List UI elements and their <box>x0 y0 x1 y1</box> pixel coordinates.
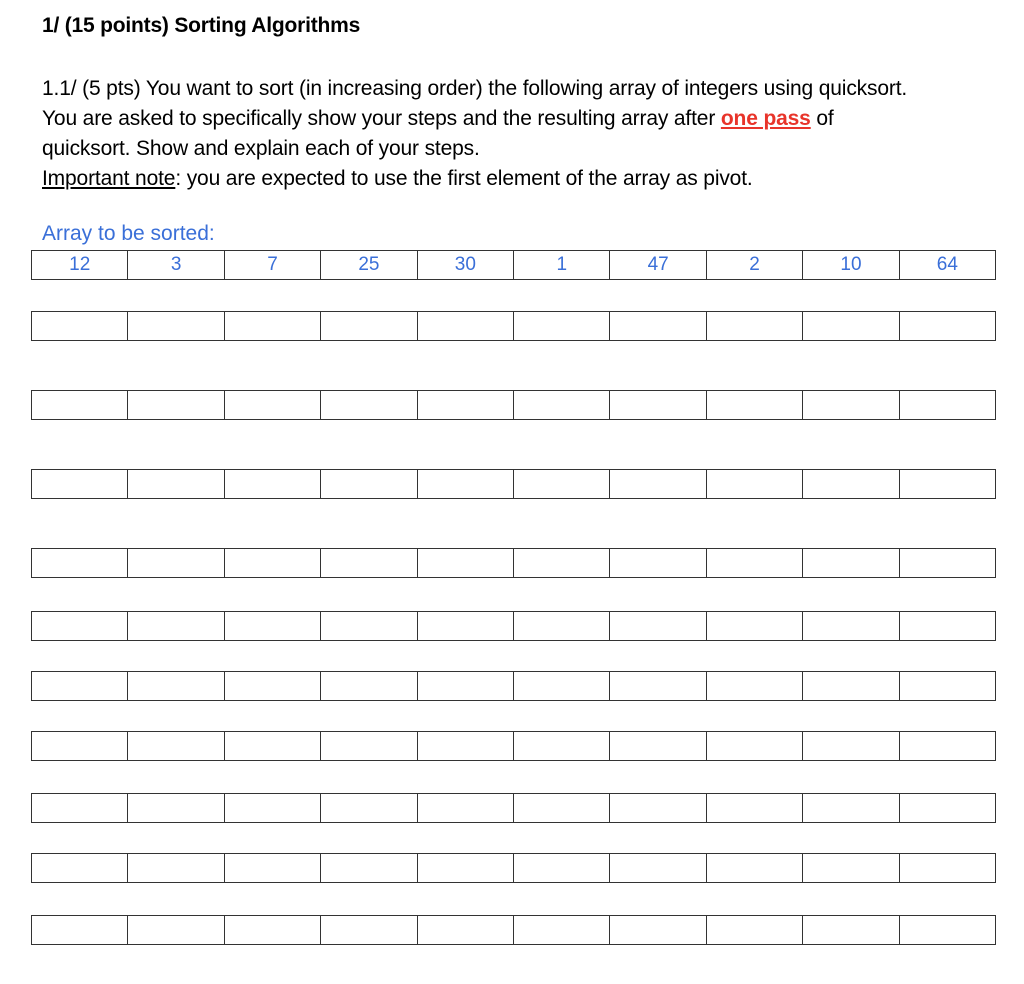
answer-cell[interactable] <box>900 915 996 945</box>
answer-cell[interactable] <box>707 611 803 641</box>
array-cell: 64 <box>900 250 996 280</box>
answer-cell[interactable] <box>803 853 899 883</box>
important-note-text: : you are expected to use the first element of the array as pivot. <box>175 167 753 190</box>
answer-cell-input[interactable] <box>514 549 609 577</box>
answer-cell[interactable] <box>610 469 706 499</box>
answer-cell[interactable] <box>321 390 417 420</box>
answer-cell[interactable] <box>32 311 128 341</box>
answer-row <box>31 915 996 945</box>
answer-cell[interactable] <box>514 671 610 701</box>
answer-row <box>31 611 996 641</box>
answer-cell[interactable] <box>321 793 417 823</box>
answer-cell-input[interactable] <box>900 732 995 760</box>
answer-cell-input[interactable] <box>418 470 513 498</box>
answer-cell[interactable] <box>707 793 803 823</box>
answer-cell[interactable] <box>32 548 128 578</box>
answer-cell-input[interactable] <box>32 732 127 760</box>
answer-cell[interactable] <box>803 611 899 641</box>
answer-cell[interactable] <box>225 671 321 701</box>
answer-cell[interactable] <box>418 311 514 341</box>
answer-cell[interactable] <box>225 793 321 823</box>
answer-cell[interactable] <box>900 611 996 641</box>
answer-row <box>31 390 996 420</box>
answer-cell-input[interactable] <box>32 391 127 419</box>
answer-cell[interactable] <box>610 731 706 761</box>
answer-cell-input[interactable] <box>514 312 609 340</box>
answer-cell-input[interactable] <box>900 391 995 419</box>
answer-cell-input[interactable] <box>32 612 127 640</box>
answer-cell[interactable] <box>225 311 321 341</box>
question-line-2-end: of <box>810 107 834 130</box>
answer-cell-input[interactable] <box>900 612 995 640</box>
answer-cell-input[interactable] <box>418 391 513 419</box>
answer-cell-input[interactable] <box>900 854 995 882</box>
answer-cell-input[interactable] <box>707 470 802 498</box>
answer-cell[interactable] <box>707 469 803 499</box>
answer-cell[interactable] <box>610 548 706 578</box>
answer-cell[interactable] <box>610 793 706 823</box>
answer-row <box>31 311 996 341</box>
answer-cell[interactable] <box>128 611 224 641</box>
answer-cell[interactable] <box>803 390 899 420</box>
answer-cell[interactable] <box>225 731 321 761</box>
answer-cell[interactable] <box>707 915 803 945</box>
answer-cell[interactable] <box>900 390 996 420</box>
answer-cell-input[interactable] <box>900 672 995 700</box>
answer-cell[interactable] <box>610 671 706 701</box>
answer-cell-input[interactable] <box>707 549 802 577</box>
answer-cell-input[interactable] <box>32 470 127 498</box>
question-line-1: 1.1/ (5 pts) You want to sort (in increasing order) the following array of integers using quicksort. <box>42 77 908 100</box>
answer-cell[interactable] <box>321 671 417 701</box>
answer-cell-input[interactable] <box>418 794 513 822</box>
answer-cell[interactable] <box>900 311 996 341</box>
answer-cell-input[interactable] <box>225 916 320 944</box>
answer-cell-input[interactable] <box>514 916 609 944</box>
answer-cell[interactable] <box>321 731 417 761</box>
answer-cell-input[interactable] <box>514 672 609 700</box>
important-note <box>42 164 1002 194</box>
answer-cell-input[interactable] <box>418 312 513 340</box>
answer-cell-input[interactable] <box>32 854 127 882</box>
answer-cell[interactable] <box>128 793 224 823</box>
answer-cell-input[interactable] <box>128 732 223 760</box>
answer-cell[interactable] <box>418 469 514 499</box>
answer-cell-input[interactable] <box>321 916 416 944</box>
answer-cell-input[interactable] <box>321 672 416 700</box>
answer-cell-input[interactable] <box>707 916 802 944</box>
answer-cell[interactable] <box>225 548 321 578</box>
answer-cell[interactable] <box>32 611 128 641</box>
answer-cell[interactable] <box>321 915 417 945</box>
answer-cell-input[interactable] <box>803 549 898 577</box>
answer-cell[interactable] <box>900 671 996 701</box>
answer-cell-input[interactable] <box>128 391 223 419</box>
question-heading: 1/ (15 points) Sorting Algorithms <box>42 14 361 37</box>
answer-cell[interactable] <box>32 853 128 883</box>
answer-cell[interactable] <box>707 390 803 420</box>
answer-cell[interactable] <box>514 793 610 823</box>
answer-cell[interactable] <box>418 915 514 945</box>
answer-cell-input[interactable] <box>225 549 320 577</box>
answer-cell[interactable] <box>514 311 610 341</box>
answer-cell[interactable] <box>610 915 706 945</box>
answer-cell-input[interactable] <box>128 854 223 882</box>
answer-cell[interactable] <box>128 731 224 761</box>
answer-cell-input[interactable] <box>803 470 898 498</box>
answer-cell-input[interactable] <box>321 854 416 882</box>
answer-cell-input[interactable] <box>803 732 898 760</box>
answer-cell-input[interactable] <box>128 312 223 340</box>
answer-cell[interactable] <box>707 731 803 761</box>
answer-cell[interactable] <box>321 469 417 499</box>
answer-cell-input[interactable] <box>514 854 609 882</box>
array-cell: 30 <box>418 250 514 280</box>
answer-cell[interactable] <box>610 390 706 420</box>
answer-cell-input[interactable] <box>321 312 416 340</box>
array-label: Array to be sorted: <box>42 222 215 245</box>
answer-cell-input[interactable] <box>707 391 802 419</box>
answer-cell[interactable] <box>707 671 803 701</box>
answer-cell[interactable] <box>900 853 996 883</box>
answer-cell-input[interactable] <box>32 916 127 944</box>
answer-cell-input[interactable] <box>610 312 705 340</box>
answer-row <box>31 671 996 701</box>
answer-cell-input[interactable] <box>225 312 320 340</box>
answer-cell[interactable] <box>128 671 224 701</box>
answer-cell-input[interactable] <box>514 612 609 640</box>
answer-cell-input[interactable] <box>418 612 513 640</box>
answer-cell[interactable] <box>225 915 321 945</box>
answer-cell[interactable] <box>418 731 514 761</box>
answer-cell[interactable] <box>514 548 610 578</box>
answer-cell-input[interactable] <box>321 794 416 822</box>
answer-cell[interactable] <box>803 793 899 823</box>
answer-cell-input[interactable] <box>225 391 320 419</box>
answer-cell[interactable] <box>32 731 128 761</box>
array-cell: 47 <box>610 250 706 280</box>
answer-cell-input[interactable] <box>321 612 416 640</box>
answer-cell-input[interactable] <box>418 732 513 760</box>
answer-cell-input[interactable] <box>225 794 320 822</box>
question-line-2-start: You are asked to specifically show your steps and the resulting array after <box>42 107 721 130</box>
array-cell: 1 <box>514 250 610 280</box>
answer-cell-input[interactable] <box>418 916 513 944</box>
answer-cell-input[interactable] <box>610 549 705 577</box>
answer-cell-input[interactable] <box>803 672 898 700</box>
answer-cell[interactable] <box>128 548 224 578</box>
answer-cell[interactable] <box>610 611 706 641</box>
answer-cell[interactable] <box>321 311 417 341</box>
answer-cell-input[interactable] <box>225 470 320 498</box>
answer-cell[interactable] <box>514 469 610 499</box>
array-cell: 10 <box>803 250 899 280</box>
answer-cell-input[interactable] <box>321 470 416 498</box>
answer-cell-input[interactable] <box>418 549 513 577</box>
answer-cell-input[interactable] <box>707 794 802 822</box>
answer-cell-input[interactable] <box>32 672 127 700</box>
answer-cell-input[interactable] <box>128 916 223 944</box>
answer-cell[interactable] <box>418 793 514 823</box>
answer-cell[interactable] <box>514 611 610 641</box>
array-to-sort-row <box>31 250 996 280</box>
answer-cell[interactable] <box>225 390 321 420</box>
answer-cell[interactable] <box>803 548 899 578</box>
answer-cell-input[interactable] <box>514 794 609 822</box>
answer-cell[interactable] <box>32 390 128 420</box>
answer-cell-input[interactable] <box>803 854 898 882</box>
answer-cell[interactable] <box>900 469 996 499</box>
question-line-2 <box>42 104 1002 134</box>
answer-cell[interactable] <box>418 853 514 883</box>
answer-cell-input[interactable] <box>900 312 995 340</box>
answer-cell-input[interactable] <box>514 732 609 760</box>
answer-cell[interactable] <box>225 469 321 499</box>
answer-cell-input[interactable] <box>418 672 513 700</box>
question-line-3: quicksort. Show and explain each of your steps. <box>42 137 480 160</box>
answer-cell-input[interactable] <box>128 549 223 577</box>
answer-cell-input[interactable] <box>707 612 802 640</box>
answer-cell[interactable] <box>418 611 514 641</box>
answer-cell[interactable] <box>321 548 417 578</box>
answer-cell[interactable] <box>128 390 224 420</box>
answer-cell-input[interactable] <box>514 470 609 498</box>
answer-cell-input[interactable] <box>610 672 705 700</box>
answer-cell-input[interactable] <box>803 916 898 944</box>
answer-cell[interactable] <box>321 853 417 883</box>
answer-cell[interactable] <box>514 390 610 420</box>
answer-cell[interactable] <box>418 671 514 701</box>
answer-cell[interactable] <box>225 853 321 883</box>
answer-cell-input[interactable] <box>803 391 898 419</box>
answer-cell[interactable] <box>514 853 610 883</box>
answer-cell-input[interactable] <box>128 672 223 700</box>
answer-cell[interactable] <box>32 793 128 823</box>
answer-cell-input[interactable] <box>225 854 320 882</box>
important-note-label: Important note <box>42 167 176 190</box>
answer-cell-input[interactable] <box>900 916 995 944</box>
answer-cell[interactable] <box>610 311 706 341</box>
array-cell: 3 <box>128 250 224 280</box>
answer-cell[interactable] <box>803 311 899 341</box>
answer-cell[interactable] <box>803 731 899 761</box>
answer-row <box>31 853 996 883</box>
answer-cell[interactable] <box>514 915 610 945</box>
answer-cell[interactable] <box>707 548 803 578</box>
answer-cell-input[interactable] <box>321 391 416 419</box>
answer-cell-input[interactable] <box>32 312 127 340</box>
answer-cell-input[interactable] <box>225 612 320 640</box>
answer-cell[interactable] <box>707 311 803 341</box>
answer-cell[interactable] <box>803 469 899 499</box>
answer-row <box>31 793 996 823</box>
answer-cell-input[interactable] <box>32 794 127 822</box>
answer-cell[interactable] <box>128 853 224 883</box>
array-cell: 7 <box>225 250 321 280</box>
answer-cell-input[interactable] <box>707 312 802 340</box>
answer-cell-input[interactable] <box>610 854 705 882</box>
answer-cell-input[interactable] <box>321 549 416 577</box>
answer-cell-input[interactable] <box>803 312 898 340</box>
answer-cell-input[interactable] <box>610 732 705 760</box>
answer-cell-input[interactable] <box>803 612 898 640</box>
answer-cell-input[interactable] <box>610 391 705 419</box>
question-text <box>42 74 1002 194</box>
answer-cell-input[interactable] <box>900 794 995 822</box>
answer-cell-input[interactable] <box>900 470 995 498</box>
answer-cell[interactable] <box>900 793 996 823</box>
answer-cell-input[interactable] <box>707 672 802 700</box>
answer-cell[interactable] <box>610 853 706 883</box>
array-cell: 25 <box>321 250 417 280</box>
answer-cell-input[interactable] <box>707 732 802 760</box>
answer-cell-input[interactable] <box>610 794 705 822</box>
one-pass-emphasis: one pass <box>720 107 811 130</box>
answer-cell[interactable] <box>900 548 996 578</box>
answer-row <box>31 731 996 761</box>
answer-cell[interactable] <box>321 611 417 641</box>
answer-cell-input[interactable] <box>610 470 705 498</box>
answer-cell[interactable] <box>803 671 899 701</box>
answer-cell[interactable] <box>32 671 128 701</box>
answer-cell-input[interactable] <box>128 794 223 822</box>
answer-cell[interactable] <box>900 731 996 761</box>
answer-cell-input[interactable] <box>900 549 995 577</box>
array-cell: 12 <box>32 250 128 280</box>
answer-cell[interactable] <box>32 469 128 499</box>
answer-cell-input[interactable] <box>225 672 320 700</box>
answer-cell-input[interactable] <box>128 470 223 498</box>
answer-cell[interactable] <box>418 390 514 420</box>
answer-row <box>31 548 996 578</box>
answer-cell[interactable] <box>128 311 224 341</box>
array-cell: 2 <box>707 250 803 280</box>
answer-row <box>31 469 996 499</box>
answer-cell-input[interactable] <box>418 854 513 882</box>
answer-cell-input[interactable] <box>707 854 802 882</box>
answer-cell-input[interactable] <box>514 391 609 419</box>
answer-cell[interactable] <box>707 853 803 883</box>
answer-cell-input[interactable] <box>321 732 416 760</box>
answer-cell-input[interactable] <box>610 916 705 944</box>
answer-cell[interactable] <box>128 915 224 945</box>
answer-cell[interactable] <box>32 915 128 945</box>
answer-cell-input[interactable] <box>803 794 898 822</box>
answer-cell[interactable] <box>418 548 514 578</box>
answer-cell-input[interactable] <box>128 612 223 640</box>
answer-cell-input[interactable] <box>225 732 320 760</box>
answer-cell-input[interactable] <box>32 549 127 577</box>
answer-cell-input[interactable] <box>610 612 705 640</box>
answer-cell[interactable] <box>803 915 899 945</box>
answer-cell[interactable] <box>514 731 610 761</box>
answer-cell[interactable] <box>225 611 321 641</box>
answer-cell[interactable] <box>128 469 224 499</box>
